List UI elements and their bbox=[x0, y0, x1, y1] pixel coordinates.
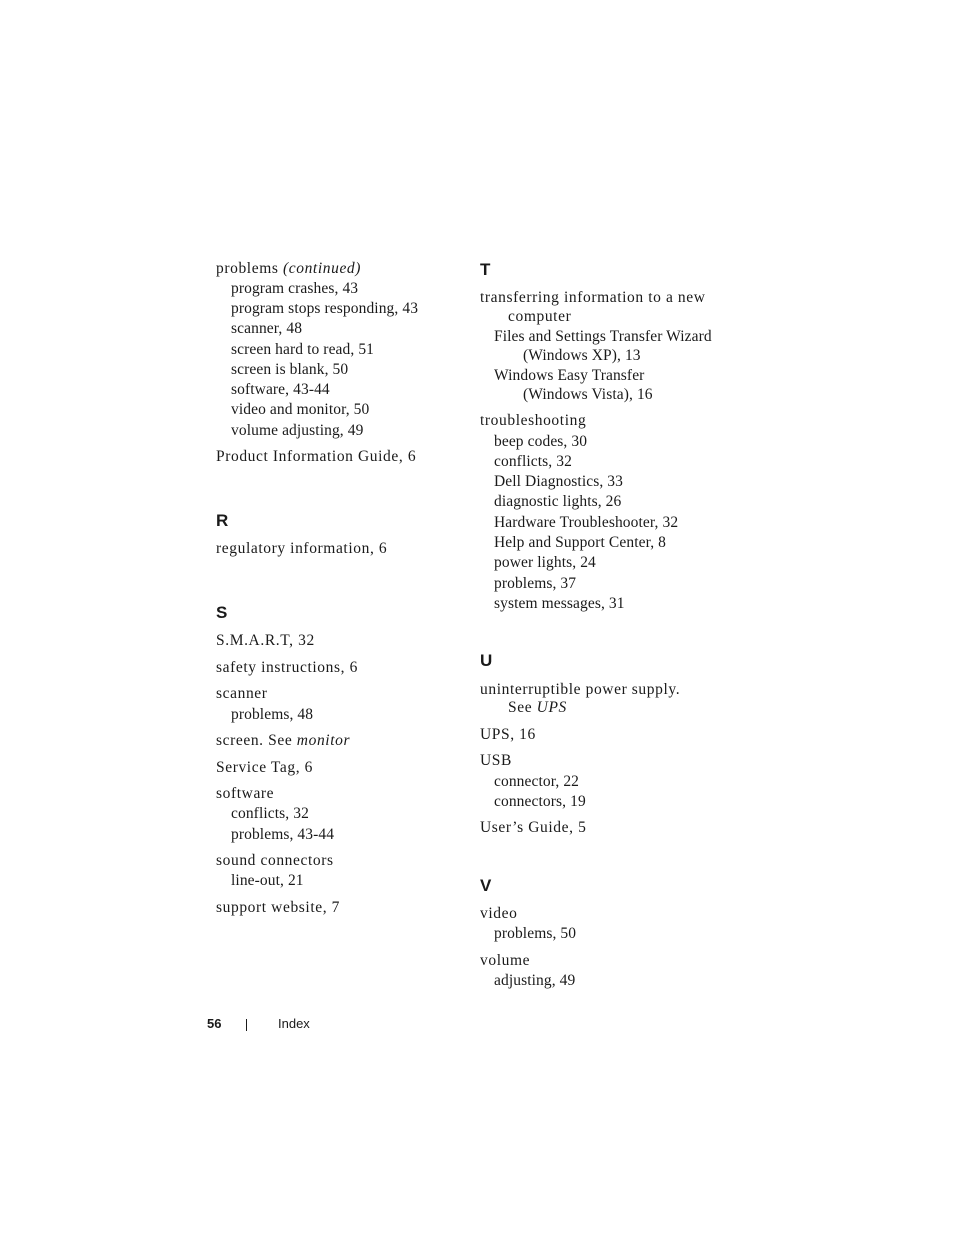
subentry: Dell Diagnostics, 33 bbox=[494, 473, 623, 490]
subentry: scanner, 48 bbox=[231, 320, 303, 337]
subentry: problems, 50 bbox=[494, 925, 577, 942]
index-entry: Service Tag, 6 bbox=[216, 759, 313, 776]
index-entry: video bbox=[480, 905, 518, 922]
index-entry: UPS, 16 bbox=[480, 726, 536, 743]
index-entry: S.M.A.R.T, 32 bbox=[216, 632, 315, 649]
subentry-continuation: (Windows Vista), 16 bbox=[523, 386, 653, 403]
subentry: Help and Support Center, 8 bbox=[494, 534, 667, 551]
subentry: software, 43-44 bbox=[231, 381, 330, 398]
subentry: power lights, 24 bbox=[494, 554, 596, 571]
index-entry: sound connectors bbox=[216, 852, 334, 869]
subentry: adjusting, 49 bbox=[494, 972, 576, 989]
subentry: connector, 22 bbox=[494, 773, 580, 790]
subentry: program crashes, 43 bbox=[231, 280, 359, 297]
subentry: screen is blank, 50 bbox=[231, 361, 349, 378]
subentry: video and monitor, 50 bbox=[231, 401, 370, 418]
subentry: problems, 48 bbox=[231, 706, 314, 723]
subentry: diagnostic lights, 26 bbox=[494, 493, 622, 510]
subentry-continuation: (Windows XP), 13 bbox=[523, 347, 641, 364]
see-label: screen. See bbox=[216, 732, 293, 749]
subentry: problems, 37 bbox=[494, 575, 577, 592]
index-entry: uninterruptible power supply. bbox=[480, 681, 681, 698]
subentry: screen hard to read, 51 bbox=[231, 341, 375, 358]
footer-separator bbox=[246, 1019, 247, 1031]
page-number: 56 bbox=[207, 1016, 222, 1031]
subentry: problems, 43-44 bbox=[231, 826, 335, 843]
index-entry-continuation: computer bbox=[508, 308, 572, 325]
subentry: conflicts, 32 bbox=[231, 805, 309, 822]
index-entry: support website, 7 bbox=[216, 899, 341, 916]
index-entry-screen bbox=[216, 732, 350, 750]
index-entry: scanner bbox=[216, 685, 268, 702]
subentry: connectors, 19 bbox=[494, 793, 586, 810]
subentry: program stops responding, 43 bbox=[231, 300, 419, 317]
index-entry: User’s Guide, 5 bbox=[480, 819, 587, 836]
index-entry: Product Information Guide, 6 bbox=[216, 448, 417, 465]
subentry: Hardware Troubleshooter, 32 bbox=[494, 514, 679, 531]
index-entry: USB bbox=[480, 752, 512, 769]
section-letter-s: S bbox=[216, 603, 228, 622]
section-letter-u: U bbox=[480, 651, 493, 670]
section-letter-v: V bbox=[480, 876, 492, 895]
see-target: UPS bbox=[536, 699, 567, 716]
index-entry: volume bbox=[480, 952, 531, 969]
index-entry: regulatory information, 6 bbox=[216, 540, 388, 557]
index-entry: transferring information to a new bbox=[480, 289, 706, 306]
section-letter-t: T bbox=[480, 260, 491, 279]
subentry: line-out, 21 bbox=[231, 872, 304, 889]
subentry: Files and Settings Transfer Wizard bbox=[494, 328, 712, 345]
see-label: See bbox=[508, 699, 533, 716]
section-letter-r: R bbox=[216, 511, 229, 530]
continued-label: (continued) bbox=[282, 260, 362, 277]
index-entry: safety instructions, 6 bbox=[216, 659, 358, 676]
index-entry: troubleshooting bbox=[480, 412, 587, 429]
index-entry: software bbox=[216, 785, 275, 802]
subentry: beep codes, 30 bbox=[494, 433, 588, 450]
footer-section-title: Index bbox=[278, 1016, 310, 1031]
subentry: Windows Easy Transfer bbox=[494, 367, 645, 384]
see-target: monitor bbox=[296, 732, 351, 749]
index-entry-see bbox=[508, 699, 567, 717]
entry-term: problems bbox=[216, 260, 279, 277]
index-entry-problems bbox=[216, 260, 361, 278]
subentry: conflicts, 32 bbox=[494, 453, 572, 470]
subentry: system messages, 31 bbox=[494, 595, 625, 612]
subentry: volume adjusting, 49 bbox=[231, 422, 364, 439]
